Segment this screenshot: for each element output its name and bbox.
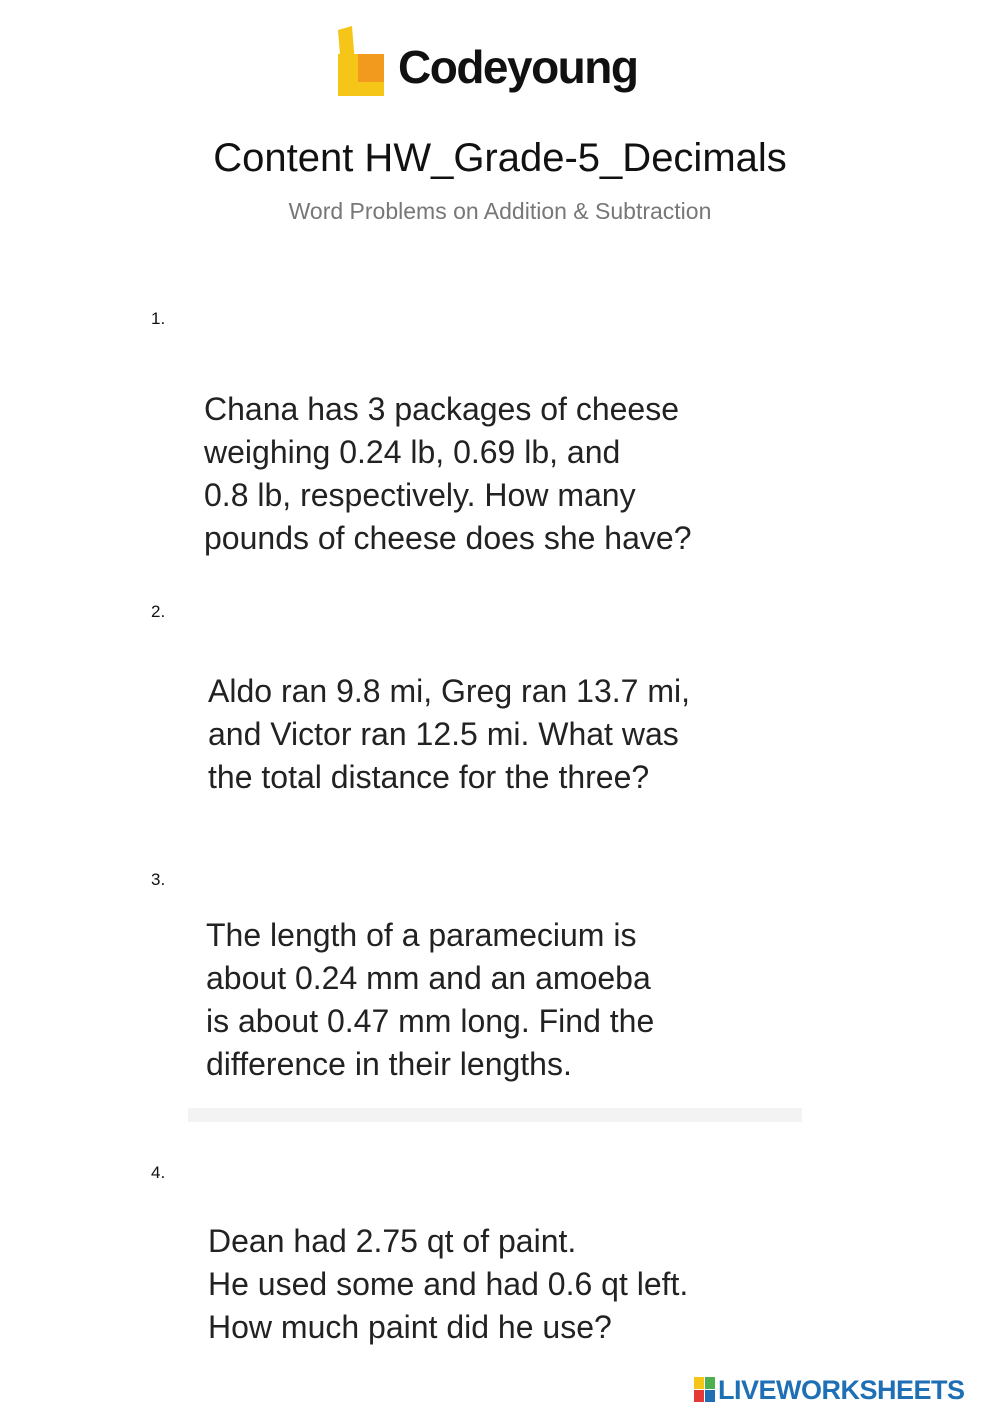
- page-subtitle: Word Problems on Addition & Subtraction: [288, 198, 712, 224]
- liveworksheets-footer[interactable]: [694, 1375, 992, 1405]
- question-line: weighing 0.24 lb, 0.69 lb, and: [204, 434, 621, 470]
- codeyoung-logo: [332, 26, 672, 106]
- liveworksheets-logo-icon: [694, 1377, 716, 1403]
- question-line: Aldo ran 9.8 mi, Greg ran 13.7 mi,: [208, 673, 690, 709]
- question-line: is about 0.47 mm long. Find the: [206, 1003, 655, 1039]
- question-line: Dean had 2.75 qt of paint.: [208, 1223, 577, 1259]
- question-line: difference in their lengths.: [206, 1046, 572, 1082]
- logo-wordmark: Codeyoung: [398, 41, 638, 93]
- question-line: Chana has 3 packages of cheese: [204, 391, 679, 427]
- question-line: 0.8 lb, respectively. How many: [204, 477, 636, 513]
- question-number: 3.: [151, 870, 166, 889]
- question-line: How much paint did he use?: [208, 1309, 612, 1345]
- question-line: the total distance for the three?: [208, 759, 650, 795]
- codeyoung-logo-icon: [332, 26, 388, 100]
- question-number: 2.: [151, 602, 166, 621]
- question-text: [204, 388, 691, 560]
- footer-brand: LIVEWORKSHEETS: [718, 1375, 965, 1405]
- question-text: [208, 1220, 688, 1349]
- question-number: 1.: [151, 309, 166, 328]
- question-line: about 0.24 mm and an amoeba: [206, 960, 651, 996]
- question-line: He used some and had 0.6 qt left.: [208, 1266, 689, 1302]
- question-line: The length of a paramecium is: [206, 917, 637, 953]
- question-number: 4.: [151, 1163, 166, 1182]
- question-line: pounds of cheese does she have?: [204, 520, 692, 556]
- question-text: [206, 914, 654, 1086]
- divider: [188, 1108, 802, 1122]
- question-text: [208, 670, 690, 799]
- question-line: and Victor ran 12.5 mi. What was: [208, 716, 679, 752]
- page-title: Content HW_Grade-5_Decimals: [213, 136, 787, 180]
